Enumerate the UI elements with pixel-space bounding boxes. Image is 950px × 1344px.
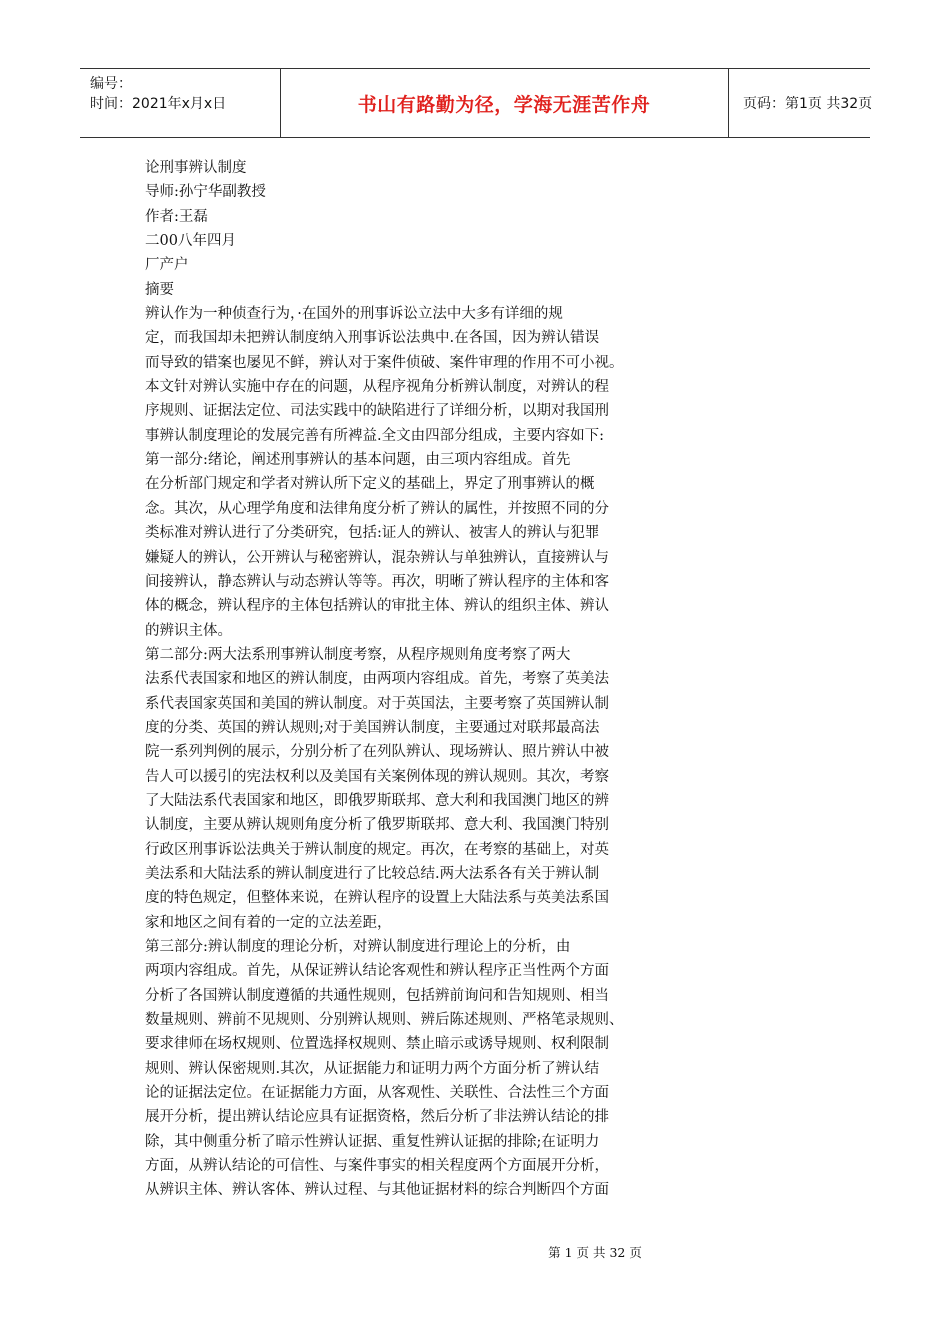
body-text-line: 念。其次，从心理学角度和法律角度分析了辨认的属性，并按照不同的分	[145, 500, 609, 517]
body-text-line: 体的概念，辨认程序的主体包括辨认的审批主体、辨认的组织主体、辨认	[145, 598, 609, 615]
body-text-line: 的辨识主体。	[145, 622, 232, 639]
body-text-line: 本文针对辨认实施中存在的问题，从程序视角分析辨认制度，对辨认的程	[145, 379, 609, 396]
document-body	[145, 156, 690, 1203]
body-text-line: 二00八年四月	[145, 233, 236, 250]
body-text-line: 数量规则、辨前不见规则、分别辨认规则、辨后陈述规则、严格笔录规则、	[145, 1012, 624, 1029]
body-text-line: 论的证据法定位。在证据能力方面，从客观性、关联性、合法性三个方面	[145, 1085, 609, 1102]
body-text-line: 事辨认制度理论的发展完善有所裨益.全文由四部分组成，主要内容如下:	[145, 427, 604, 444]
body-text-line: 在分析部门规定和学者对辨认所下定义的基础上，界定了刑事辨认的概	[145, 476, 595, 493]
body-text-line: 家和地区之间有着的一定的立法差距，	[145, 914, 392, 931]
page-header	[80, 68, 873, 138]
body-text-line: 摘要	[145, 281, 174, 298]
body-text-line: 论刑事辨认制度	[145, 160, 247, 176]
footer-page-number: 第 1 页 共 32 页	[548, 1245, 642, 1260]
body-text-line: 方面，从辨认结论的可信性、与案件事实的相关程度两个方面展开分析，	[145, 1158, 609, 1175]
body-text-line: 展开分析，提出辨认结论应具有证据资格，然后分析了非法辨认结论的排	[145, 1109, 609, 1126]
body-text-line: 两项内容组成。首先，从保证辨认结论客观性和辨认程序正当性两个方面	[145, 963, 609, 980]
body-text-line: 厂产户	[145, 257, 189, 274]
body-text-line: 院一系列判例的展示，分别分析了在列队辨认、现场辨认、照片辨认中被	[145, 744, 609, 761]
body-text-line: 导师:孙宁华副教授	[145, 184, 266, 201]
body-text-line: 美法系和大陆法系的辨认制度进行了比较总结.两大法系各有关于辨认制	[145, 865, 600, 882]
body-text-line: 从辨识主体、辨认客体、辨认过程、与其他证据材料的综合判断四个方面	[145, 1182, 609, 1199]
header-page-info: 页码：第1页 共32页	[743, 96, 873, 112]
body-text-line: 第二部分:两大法系刑事辨认制度考察，从程序规则角度考察了两大	[145, 646, 571, 663]
body-text-line: 系代表国家英国和美国的辨认制度。对于英国法，主要考察了英国辨认制	[145, 695, 609, 712]
body-text-line: 认制度，主要从辨认规则角度分析了俄罗斯联邦、意大利、我国澳门特别	[145, 817, 609, 834]
body-text-line: 行政区刑事诉讼法典关于辨认制度的规定。再次，在考察的基础上，对英	[145, 841, 609, 858]
body-text-line: 嫌疑人的辨认，公开辨认与秘密辨认，混杂辨认与单独辨认，直接辨认与	[145, 549, 609, 566]
body-text-line: 规则、辨认保密规则.其次，从证据能力和证明力两个方面分析了辨认结	[145, 1060, 600, 1077]
body-text-line: 第一部分:绪论，阐述刑事辨认的基本问题，由三项内容组成。首先	[145, 452, 571, 469]
body-text-line: 要求律师在场权规则、位置选择权规则、禁止暗示或诱导规则、权利限制	[145, 1036, 609, 1053]
body-text-line: 除，其中侧重分析了暗示性辨认证据、重复性辨认证据的排除;在证明力	[145, 1133, 600, 1150]
body-text-line: 类标准对辨认进行了分类研究，包括:证人的辨认、被害人的辨认与犯罪	[145, 525, 600, 542]
header-motto: 书山有路勤为径，学海无涯苦作舟	[357, 93, 651, 116]
body-text-line: 分析了各国辨认制度遵循的共通性规则，包括辨前询问和告知规则、相当	[145, 987, 609, 1004]
document-number-label: 编号：	[90, 76, 132, 92]
header-motto-cell	[281, 69, 727, 137]
body-text-line: 间接辨认，静态辨认与动态辨认等等。再次，明晰了辨认程序的主体和客	[145, 573, 609, 590]
body-text-line: 辨认作为一种侦查行为，·在国外的刑事诉讼立法中大多有详细的规	[145, 306, 563, 323]
header-page-cell	[729, 69, 873, 137]
body-text-line: 告人可以援引的宪法权利以及美国有关案例体现的辨认规则。其次，考察	[145, 768, 609, 785]
page-footer	[0, 1242, 950, 1261]
body-text-line: 第三部分:辨认制度的理论分析，对辨认制度进行理论上的分析，由	[145, 939, 571, 955]
header-meta	[80, 69, 280, 137]
body-text-line: 度的分类、英国的辨认规则;对于美国辨认制度，主要通过对联邦最高法	[145, 719, 600, 736]
body-text-line: 而导致的错案也屡见不鲜，辨认对于案件侦破、案件审理的作用不可小视。	[145, 354, 624, 371]
body-text-line: 了大陆法系代表国家和地区，即俄罗斯联邦、意大利和我国澳门地区的辨	[145, 792, 609, 809]
body-text-line: 法系代表国家和地区的辨认制度，由两项内容组成。首先，考察了英美法	[145, 671, 609, 688]
body-text-line: 作者:王磊	[145, 208, 208, 225]
body-text-line: 定，而我国却未把辨认制度纳入刑事诉讼法典中.在各国，因为辨认错误	[145, 330, 600, 347]
body-text-line: 序规则、证据法定位、司法实践中的缺陷进行了详细分析，以期对我国刑	[145, 403, 609, 420]
document-date-label: 时间：2021年x月x日	[90, 96, 227, 112]
body-text-line: 度的特色规定，但整体来说，在辨认程序的设置上大陆法系与英美法系国	[145, 890, 609, 907]
